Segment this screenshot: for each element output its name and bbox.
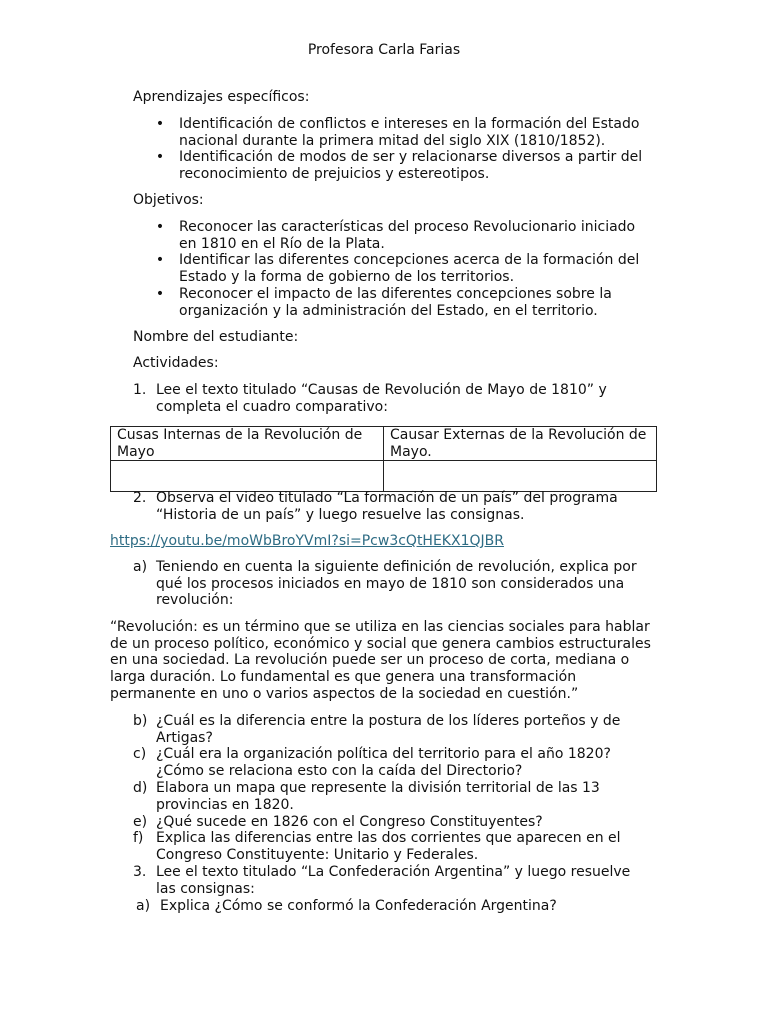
learning-item-1: Identificación de conflictos e intereses en la formación del Estado nacional durante la primera mitad del siglo XIX (1810/1852). — [179, 116, 640, 149]
video-link[interactable]: https://youtu.be/moWbBroYVmI?si=Pcw3cQtHEKX1QJBR — [110, 533, 504, 549]
question-b-marker: b) — [133, 713, 148, 729]
activity-3-number: 3. — [133, 864, 147, 880]
objectives-heading: Objetivos: — [133, 192, 204, 208]
page-header — [0, 42, 768, 59]
activities-heading: Actividades: — [133, 355, 219, 371]
external-causes-header: Causar Externas de la Revolución de Mayo. — [384, 427, 657, 461]
bullet-icon: • — [155, 116, 165, 132]
activity-2-number: 2. — [133, 490, 147, 506]
external-causes-cell[interactable] — [384, 461, 657, 492]
item-a-text: Teniendo en cuenta la siguiente definición de revolución, explica por qué los procesos iniciados en mayo de 1810 son considerados una revolución: — [156, 559, 637, 609]
learning-heading: Aprendizajes específicos: — [133, 89, 310, 105]
question-d-marker: d) — [133, 780, 148, 796]
question-c: ¿Cuál era la organización política del territorio para el año 1820? ¿Cómo se relaciona esto con la caída del Directorio? — [156, 746, 611, 779]
question-e-marker: e) — [133, 814, 148, 830]
question-f: Explica las diferencias entre las dos corrientes que aparecen en el Congreso Constituyente: Unitario y Federales. — [156, 830, 621, 863]
last-item-marker: a) — [136, 898, 151, 914]
internal-causes-header: Cusas Internas de la Revolución de Mayo — [111, 427, 384, 461]
author-name: Profesora Carla Farias — [307, 42, 461, 58]
bullet-icon: • — [155, 286, 165, 302]
last-item-text: Explica ¿Cómo se conformó la Confederación Argentina? — [160, 898, 557, 914]
question-e: ¿Qué sucede en 1826 con el Congreso Constituyentes? — [156, 814, 543, 830]
activity-1-text: Lee el texto titulado “Causas de Revolución de Mayo de 1810” y completa el cuadro comparativo: — [156, 382, 607, 415]
comparison-table — [110, 426, 657, 492]
question-f-marker: f) — [133, 830, 144, 846]
question-d: Elabora un mapa que represente la división territorial de las 13 provincias en 1820. — [156, 780, 600, 813]
activity-1-number: 1. — [133, 382, 147, 398]
bullet-icon: • — [155, 252, 165, 268]
learning-item-2: Identificación de modos de ser y relacionarse diversos a partir del reconocimiento de prejuicios y estereotipos. — [179, 149, 643, 182]
activity-3-text: Lee el texto titulado “La Confederación Argentina” y luego resuelve las consignas: — [156, 864, 631, 897]
internal-causes-cell[interactable] — [111, 461, 384, 492]
bullet-icon: • — [155, 149, 165, 165]
item-a-marker: a) — [133, 559, 148, 575]
table-header-row — [111, 427, 657, 461]
objective-item-3: Reconocer el impacto de las diferentes concepciones sobre la organización y la administración del Estado, en el territorio. — [179, 286, 612, 319]
revolution-definition-quote: “Revolución: es un término que se utiliza en las ciencias sociales para hablar de un proceso político, económico y social que genera cambios estructurales en una sociedad. La revolución puede ser un proceso de corta, mediana o larga duración. Lo fundamental es que genera una transformación permanente en uno o varios aspectos de la sociedad en cuestión.” — [110, 619, 651, 702]
objective-item-2: Identificar las diferentes concepciones acerca de la formación del Estado y la forma de gobierno de los territorios. — [179, 252, 640, 285]
student-name-label: Nombre del estudiante: — [133, 329, 299, 345]
question-c-marker: c) — [133, 746, 147, 762]
activity-2-text: Observa el video titulado “La formación de un país” del programa “Historia de un país” y luego resuelve las consignas. — [156, 490, 618, 523]
question-b: ¿Cuál es la diferencia entre la postura de los líderes porteños y de Artigas? — [156, 713, 621, 746]
bullet-icon: • — [155, 219, 165, 235]
objective-item-1: Reconocer las características del proceso Revolucionario iniciado en 1810 en el Río de la Plata. — [179, 219, 636, 252]
table-row — [111, 461, 657, 492]
